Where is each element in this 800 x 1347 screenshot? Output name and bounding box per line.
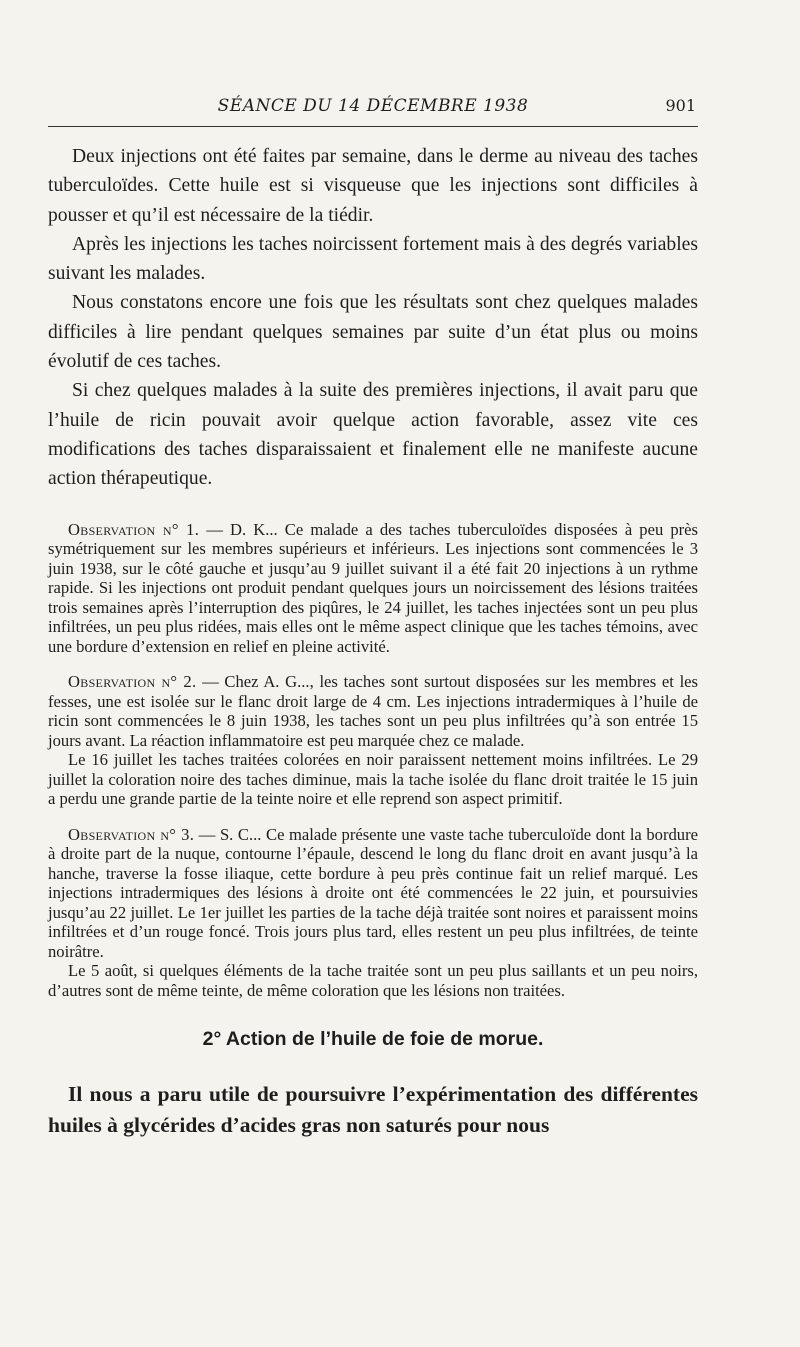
observation-2 <box>48 672 698 809</box>
observation-label: Observation n° 3. <box>68 824 195 844</box>
header-title: SÉANCE DU 14 DÉCEMBRE 1938 <box>217 96 529 116</box>
paragraph: Nous constatons encore une fois que les résultats sont chez quelques malades difficiles à lire pendant quelques semaines par suite d’un état plus ou moins évolutif de ces taches. <box>48 292 698 373</box>
paragraph: Deux injections ont été faites par semaine, dans le derme au niveau des taches tuberculoïdes. Cette huile est si visqueuse que les injections sont difficiles à pousser et qu’il est nécessaire de la tiédir. <box>48 146 698 226</box>
paragraph: Si chez quelques malades à la suite des premières injections, il avait paru que l’huile de ricin pouvait avoir quelque action favorable, assez vite ces modifications des taches disparaissaient et finalement elle ne manifeste aucune action thérapeutique. <box>48 380 698 490</box>
page-number: 901 <box>665 96 696 115</box>
observation-text: — S. C... Ce malade présente une vaste tache tuberculoïde dont la bordure à droite part de la nuque, contourne l’épaule, descend le long du flanc droit en avant jusqu’à la hanche, traverse la fosse iliaque, cette bordure à peu près continue fait un relief marqué. Les injections intradermiques des lésions à droite ont été commencées le 22 juin, et poursuivies jusqu’au 22 juillet. Le 1er juillet les parties de la tache déjà traitée sont noires et paraissent moins infiltrées et d’un rouge foncé. Trois jours plus tard, elles restent un peu plus infiltrées, de teinte noirâtre. <box>48 824 698 961</box>
section-title: 2° Action de l’huile de foie de morue. <box>202 1028 544 1051</box>
observation-1 <box>48 520 698 657</box>
running-header <box>48 96 698 126</box>
paragraph: Après les injections les taches noircissent fortement mais à des degrés variables suivant les malades. <box>48 233 698 285</box>
observation-continuation: Le 5 août, si quelques éléments de la tache traitée sont un peu plus saillants et un peu noirs, d’autres sont de même teinte, de même coloration que les lésions non traitées. <box>48 961 698 1000</box>
observation-paragraph <box>48 520 698 657</box>
observation-label: Observation n° 2. <box>68 672 197 692</box>
observation-paragraph <box>48 825 698 962</box>
observation-label: Observation n° 1. <box>68 519 200 539</box>
header-rule <box>48 126 698 127</box>
observation-text: — Chez A. G..., les taches sont surtout disposées sur les membres et les fesses, une est isolée sur le flanc droit large de 4 cm. Les injections intradermiques à l’huile de ricin sont commencées le 8 juin 1938, les taches sont un peu plus infiltrées qu’à son entrée 15 jours avant. La réaction inflammatoire est peu marquée chez ce malade. <box>48 672 699 750</box>
body-text <box>48 142 698 1141</box>
observation-3 <box>48 825 698 1001</box>
observation-text: — D. K... Ce malade a des taches tuberculoïdes disposées à peu près symétriquement sur les membres supérieurs et inférieurs. Les injections sont commencées le 3 juin 1938, sur le côté gauche et jusqu’au 9 juillet suivant il a été fait 20 injections à un rythme rapide. Si les injections ont produit pendant quelques jours un noircissement des lésions traitées trois semaines après l’interruption des piqûres, le 24 juillet, les taches injectées sont un peu plus infiltrées, un peu plus ridées, mais elles ont le même aspect clinique que les taches témoins, avec une bordure d’extension en relief en pleine activité. <box>48 519 699 656</box>
observation-continuation: Le 16 juillet les taches traitées colorées en noir paraissent nettement moins infiltrées. Le 29 juillet la coloration noire des taches diminue, mais la tache isolée du flanc droit traitée le 15 juin a perdu une grande partie de la teinte noire et elle reprend son aspect primitif. <box>48 750 698 809</box>
closing-paragraph: Il nous a paru utile de poursuivre l’expérimentation des différentes huiles à glycérides d’acides gras non saturés pour nous <box>48 1082 698 1138</box>
observation-paragraph <box>48 672 698 750</box>
